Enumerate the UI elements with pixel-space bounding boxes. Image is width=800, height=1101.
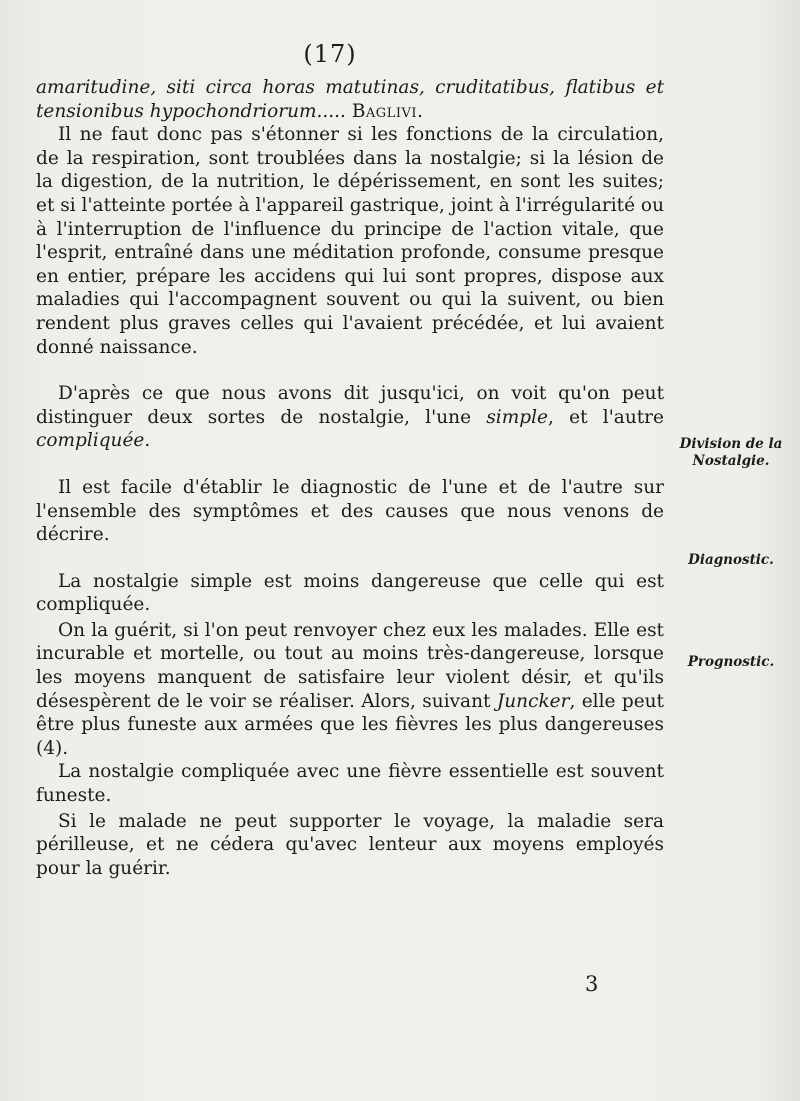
paragraph-2: D'après ce que nous avons dit jusqu'ici, on voit qu'on peut distinguer deux sortes de nostalgie, l'une simple, et l'autre compliquée. <box>36 383 664 452</box>
margin-note-prognostic: Prognostic. <box>687 654 775 670</box>
paragraph-4: La nostalgie simple est moins dangereuse que celle qui est compliquée. <box>36 570 664 616</box>
latin-citation: amaritudine, siti circa horas matutinas, cruditatibus, flatibus et tensionibus hypochondriorum..... <box>36 77 664 122</box>
author-juncker: Juncker <box>496 690 570 712</box>
show-through-text <box>672 86 782 103</box>
term-simple: simple <box>486 406 548 428</box>
paragraph-6: La nostalgie compliquée avec une fièvre essentielle est souvent funeste. <box>36 761 664 807</box>
margin-note-diagnostic: Diagnostic. <box>688 552 774 568</box>
margin-note-division: Division de la Nostalgie. <box>679 436 783 469</box>
main-text <box>36 76 664 880</box>
paragraph-7: Si le malade ne peut supporter le voyage, la maladie sera périlleuse, et ne cédera qu'avec lenteur aux moyens employés pour la guérir. <box>36 810 664 879</box>
page-number: (17) <box>303 40 357 68</box>
citation-author: Baglivi. <box>351 100 424 122</box>
signature-mark: 3 <box>585 972 599 996</box>
paragraph-3: Il est facile d'établir le diagnostic de l'une et de l'autre sur l'ensemble des symptômes et des causes que nous venons de décrire. <box>36 476 664 546</box>
term-compliquee: compliquée. <box>36 430 151 452</box>
paragraph-1: Il ne faut donc pas s'étonner si les fonctions de la circulation, de la respiration, sont troublées dans la nostalgie; si la lésion de la digestion, de la nutrition, le dépérissement, en sont les suites; et si l'atteinte portée à l'appareil gastrique, joint à l'irrégularité ou à l'interruption de l'influence du principe de l'action vitale, que l'esprit, entraîné dans une méditation profonde, consume presque en entier, prépare les accidens qui lui sont propres, dispose aux maladies qui l'accompagnent souvent ou qui la suivent, ou bien rendent plus graves celles qui l'avaient précédée, et lui avaient donné naissance. <box>36 124 664 358</box>
citation-paragraph <box>36 76 664 123</box>
paragraph-5: On la guérit, si l'on peut renvoyer chez eux les malades. Elle est incurable et mortelle, ou tout au moins très-dangereuse, lorsque les moyens manquent de satisfaire leur violent désir, et qu'ils désespèrent de le voir se réaliser. Alors, suivant Juncker, elle peut être plus funeste aux armées que les fièvres les plus dangereuses (4). <box>36 619 664 759</box>
